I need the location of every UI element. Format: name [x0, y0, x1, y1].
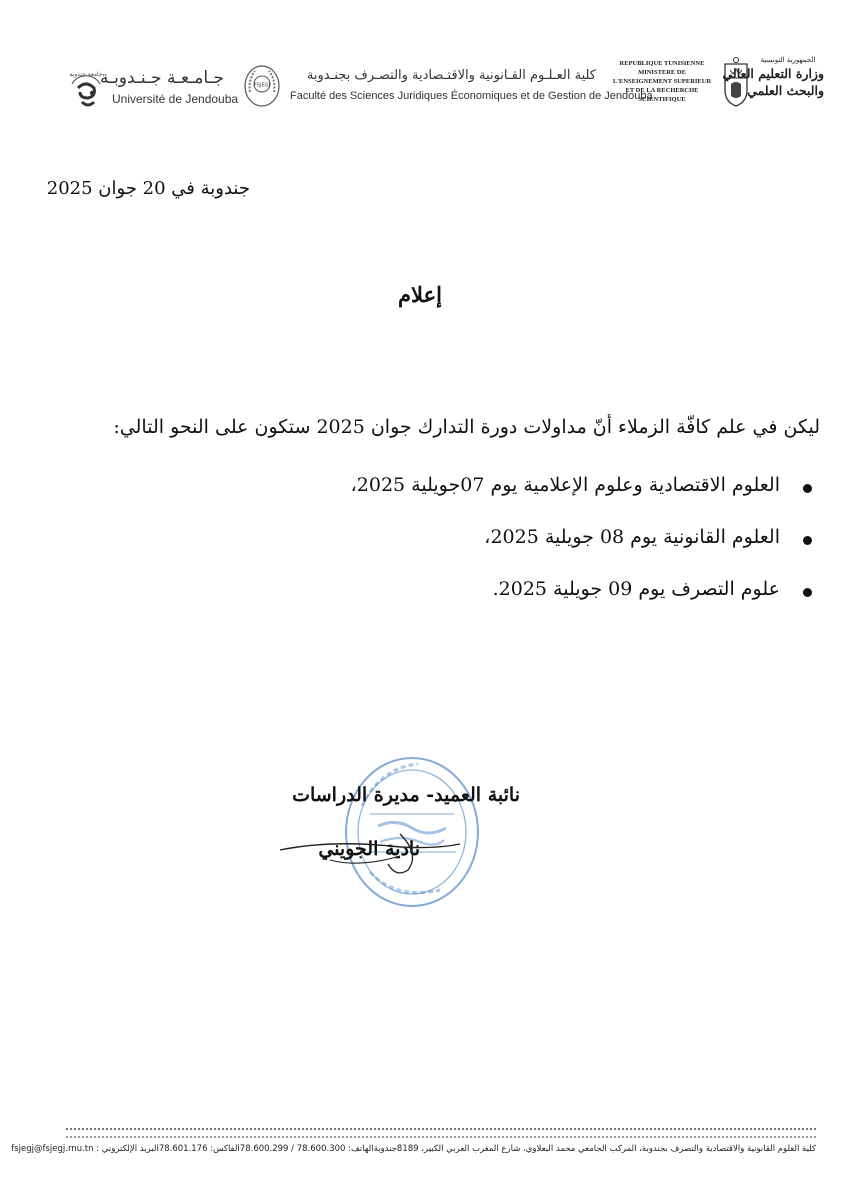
handwritten-signature-icon — [270, 820, 470, 880]
university-name-arabic: جـامـعـة جـنـدوبـة — [99, 68, 224, 88]
schedule-list — [300, 474, 796, 630]
bullet-icon — [803, 484, 812, 493]
university-name-french: Université de Jendouba — [112, 92, 239, 106]
list-item — [300, 526, 796, 578]
faculty-name-arabic: كلية العـلـوم القـانونية والاقتـصادية والتصـرف بجنـدوبة — [306, 68, 596, 83]
faculty-name-french: Faculté des Sciences Juridiques Économiques et de Gestion de Jendouba — [290, 90, 653, 102]
footer-contact: كلية العلوم القانونية والاقتصادية والتصرف بجندوبة، المركب الجامعي محمد البعلاوي، شارع المغرب العربي الكبير، 8189جندوبةالهاتف: 78.600.300 / 78.600.299الفاكس: 78.601.176البريد الإلكتروني : fsjegj@fsjegj.rnu.tn — [11, 1144, 816, 1154]
list-item — [300, 578, 796, 630]
list-item-text: علوم التصرف يوم 09 جويلية 2025. — [492, 578, 780, 600]
document-title: إعلام — [398, 282, 442, 307]
document-date: جندوبة في 20 جوان 2025 — [46, 178, 250, 199]
ministry-arabic-line-1: وزارة التعليم العالي — [722, 66, 824, 81]
ministry-fr-line: ET DE LA RECHERCHE — [625, 87, 699, 94]
ministry-fr-line: SCIENTIFIQUE — [638, 96, 686, 103]
ministry-fr-line: L'ENSEIGNEMENT SUPERIEUR — [612, 78, 712, 85]
republic-arabic: الجمهورية التونسية — [760, 56, 816, 64]
ministry-name-arabic — [722, 56, 824, 99]
signatory-role: نائبة العميد- مديرة الدراسات — [292, 784, 520, 806]
university-logo-ring-text: جامعة جندوبة — [69, 71, 103, 78]
bullet-icon — [803, 588, 812, 597]
ministry-fr-line: MINISTERE DE — [638, 69, 686, 76]
announcement-intro: ليكن في علم كافّة الزملاء أنّ مداولات دورة التدارك جوان 2025 ستكون على النحو التالي: — [113, 416, 820, 438]
list-item-text: العلوم القانونية يوم 08 جويلية 2025، — [484, 526, 780, 548]
list-item — [300, 474, 796, 526]
footer-divider — [66, 1128, 816, 1138]
faculty-seal-icon — [241, 62, 283, 110]
ministry-arabic-line-2: والبحث العلمي — [747, 83, 824, 98]
faculty-seal-text: FSJEGJ — [254, 82, 270, 89]
list-item-text: العلوم الاقتصادية وعلوم الإعلامية يوم 07جويلية 2025، — [350, 474, 780, 496]
ministry-name-french — [606, 59, 718, 104]
ministry-fr-line: REPUBLIQUE TUNISIENNE — [619, 60, 705, 67]
bullet-icon — [803, 536, 812, 545]
signatory-name: نادية الجويني — [318, 838, 420, 860]
